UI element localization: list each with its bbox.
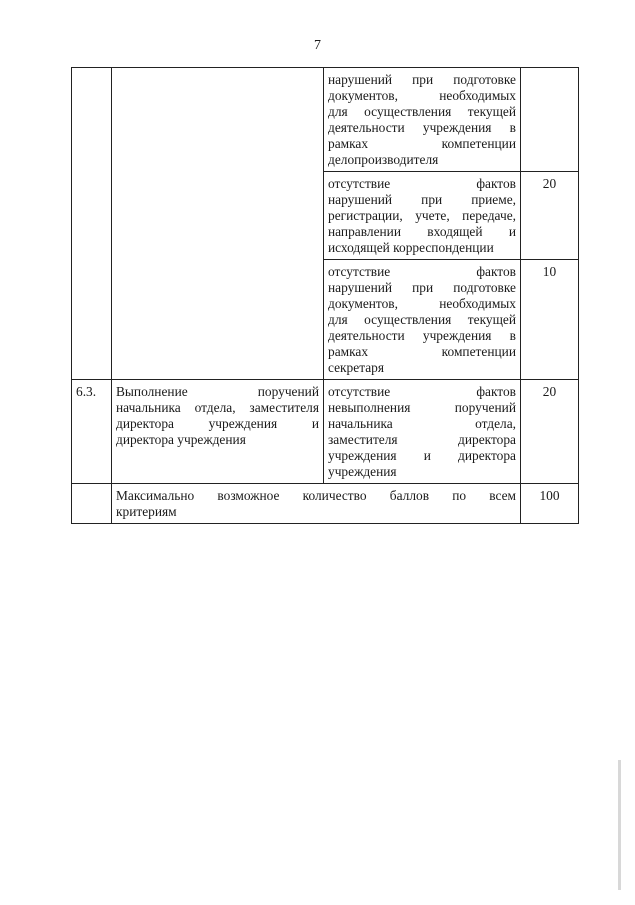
indicator-line: делопроизводителя <box>328 152 439 167</box>
page-number: 7 <box>314 38 321 53</box>
summary-line: критериям <box>116 504 177 519</box>
indicator-line: направлении входящей и <box>328 224 516 239</box>
scan-edge-mark <box>618 760 621 890</box>
criterion-name-cell <box>112 380 324 484</box>
criterion-name-line: начальника отдела, заместителя <box>116 400 319 415</box>
indicator-line: документов, необходимых <box>328 88 516 103</box>
indicator-line: для осуществления текущей <box>328 312 516 327</box>
indicator-line: заместителя директора <box>328 432 516 447</box>
table-row <box>72 68 579 172</box>
indicator-cell <box>324 260 521 380</box>
indicator-line: нарушений при подготовке <box>328 280 516 295</box>
indicator-line: деятельности учреждения в <box>328 328 516 343</box>
criteria-table <box>71 67 579 524</box>
indicator-line: невыполнения поручений <box>328 400 516 415</box>
indicator-line: для осуществления текущей <box>328 104 516 119</box>
indicator-line: учреждения и директора <box>328 448 516 463</box>
indicator-line: отсутствие фактов <box>328 176 516 191</box>
indicator-line: нарушений при приеме, <box>328 192 516 207</box>
summary-text-cell <box>112 484 521 524</box>
summary-line: Максимально возможное количество баллов по всем <box>116 488 516 503</box>
summary-row <box>72 484 579 524</box>
row-number-cell: 6.3. <box>72 380 112 484</box>
indicator-cell <box>324 380 521 484</box>
criterion-name-cell <box>112 68 324 380</box>
points-cell: 20 <box>521 380 579 484</box>
points-cell: 10 <box>521 260 579 380</box>
indicator-line: нарушений при подготовке <box>328 72 516 87</box>
indicator-cell <box>324 68 521 172</box>
indicator-line: рамках компетенции <box>328 344 516 359</box>
indicator-line: отсутствие фактов <box>328 384 516 399</box>
indicator-line: секретаря <box>328 360 385 375</box>
indicator-line: регистрации, учете, передаче, <box>328 208 516 223</box>
indicator-line: начальника отдела, <box>328 416 516 431</box>
indicator-line: деятельности учреждения в <box>328 120 516 135</box>
criterion-name-line: директора учреждения <box>116 432 246 447</box>
indicator-line: исходящей корреспонденции <box>328 240 494 255</box>
total-points-cell: 100 <box>521 484 579 524</box>
row-number-cell <box>72 484 112 524</box>
indicator-line: учреждения <box>328 464 397 479</box>
indicator-line: отсутствие фактов <box>328 264 516 279</box>
criterion-name-line: директора учреждения и <box>116 416 319 431</box>
indicator-line: документов, необходимых <box>328 296 516 311</box>
indicator-line: рамках компетенции <box>328 136 516 151</box>
criterion-name-line: Выполнение поручений <box>116 384 319 399</box>
table-row <box>72 380 579 484</box>
indicator-cell <box>324 172 521 260</box>
points-cell <box>521 68 579 172</box>
points-cell: 20 <box>521 172 579 260</box>
row-number-cell <box>72 68 112 380</box>
